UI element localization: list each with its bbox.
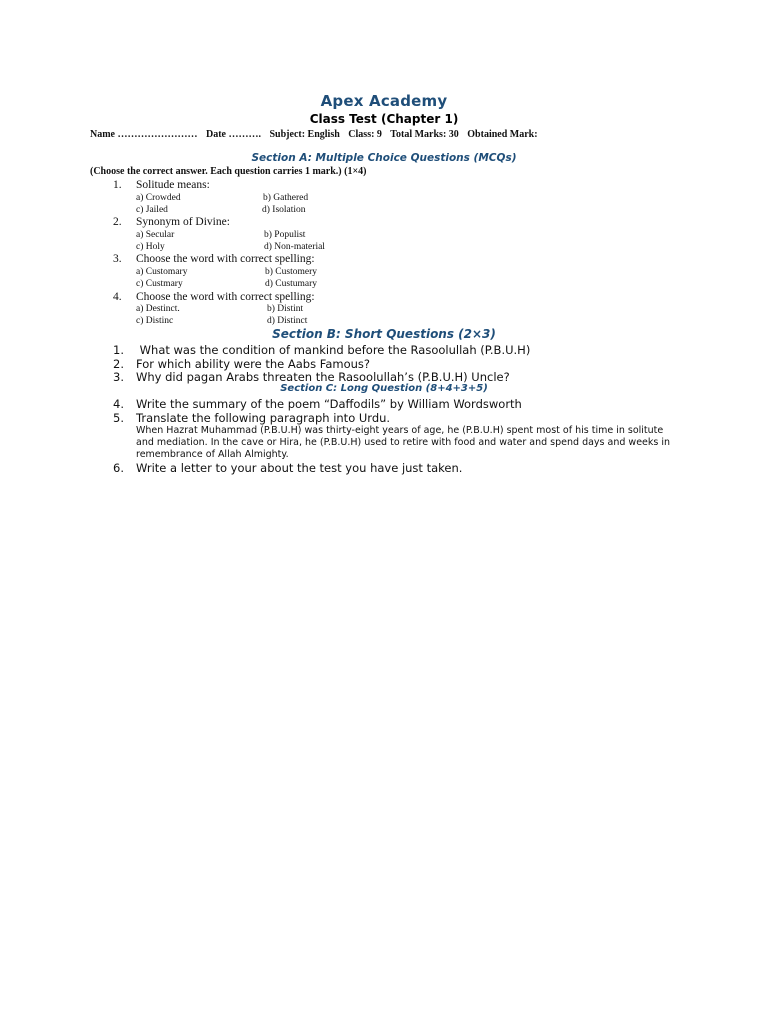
option-b: b) Populist: [264, 230, 306, 240]
section-b-heading: Section B: Short Questions (2×3): [272, 327, 496, 341]
question-number: 1.: [113, 179, 122, 191]
option-c: c) Custmary: [136, 279, 183, 289]
name-field: Name ……………………: [90, 129, 198, 140]
question-number: 2.: [113, 216, 122, 228]
info-line: [90, 129, 544, 140]
page-title: Apex Academy: [320, 92, 448, 110]
option-d: d) Non-material: [264, 242, 325, 252]
question-text: What was the condition of mankind before the Rasoolullah (P.B.U.H): [136, 343, 531, 357]
question-text: Translate the following paragraph into Urdu.: [136, 411, 391, 425]
question-number: 4.: [113, 397, 124, 411]
option-d: d) Custumary: [265, 279, 317, 289]
class-field: Class: 9: [348, 129, 382, 140]
question-text: Solitude means:: [136, 179, 210, 191]
question-text: Synonym of Divine:: [136, 216, 230, 228]
section-a-heading: Section A: Multiple Choice Questions (MCQs): [251, 152, 517, 164]
option-d: d) Distinct: [267, 316, 308, 326]
translation-paragraph: When Hazrat Muhammad (P.B.U.H) was thirty-eight years of age, he (P.B.U.H) spent most of his time in solitute and mediation. In the cave or Hira, he (P.B.U.H) used to retire with food and water and spend days and weeks in remembrance of Allah Almighty.: [136, 425, 671, 460]
question-text: Write a letter to your about the test you have just taken.: [136, 461, 463, 475]
question-number: 3.: [113, 253, 122, 265]
question-number: 4.: [113, 291, 122, 303]
option-c: c) Jailed: [136, 205, 168, 215]
section-a-instruction: (Choose the correct answer. Each question carries 1 mark.) (1×4): [90, 166, 367, 177]
option-d: d) Isolation: [262, 205, 306, 215]
question-number: 5.: [113, 411, 124, 425]
option-b: b) Customery: [265, 267, 317, 277]
question-text: Why did pagan Arabs threaten the Rasoolullah’s (P.B.U.H) Uncle?: [136, 370, 510, 384]
question-text: Choose the word with correct spelling:: [136, 253, 315, 265]
option-b: b) Gathered: [263, 193, 309, 203]
question-number: 6.: [113, 461, 124, 475]
obtained-mark-field: Obtained Mark:: [467, 129, 538, 140]
option-a: a) Destinct.: [136, 304, 180, 314]
question-number: 2.: [113, 357, 124, 371]
option-c: c) Distinc: [136, 316, 174, 326]
total-marks-field: Total Marks: 30: [390, 129, 459, 140]
option-a: a) Secular: [136, 230, 175, 240]
option-b: b) Distint: [267, 304, 304, 314]
question-text: For which ability were the Aabs Famous?: [136, 357, 370, 371]
option-a: a) Crowded: [136, 193, 181, 203]
page-subtitle: Class Test (Chapter 1): [309, 112, 459, 126]
question-number: 3.: [113, 370, 124, 384]
date-field: Date ……….: [206, 129, 261, 140]
question-number: 1.: [113, 343, 124, 357]
option-a: a) Customary: [136, 267, 188, 277]
option-c: c) Holy: [136, 242, 165, 252]
section-c-heading: Section C: Long Question (8+4+3+5): [280, 383, 488, 394]
question-text: Choose the word with correct spelling:: [136, 291, 315, 303]
question-text: Write the summary of the poem “Daffodils” by William Wordsworth: [136, 397, 522, 411]
subject-field: Subject: English: [269, 129, 340, 140]
